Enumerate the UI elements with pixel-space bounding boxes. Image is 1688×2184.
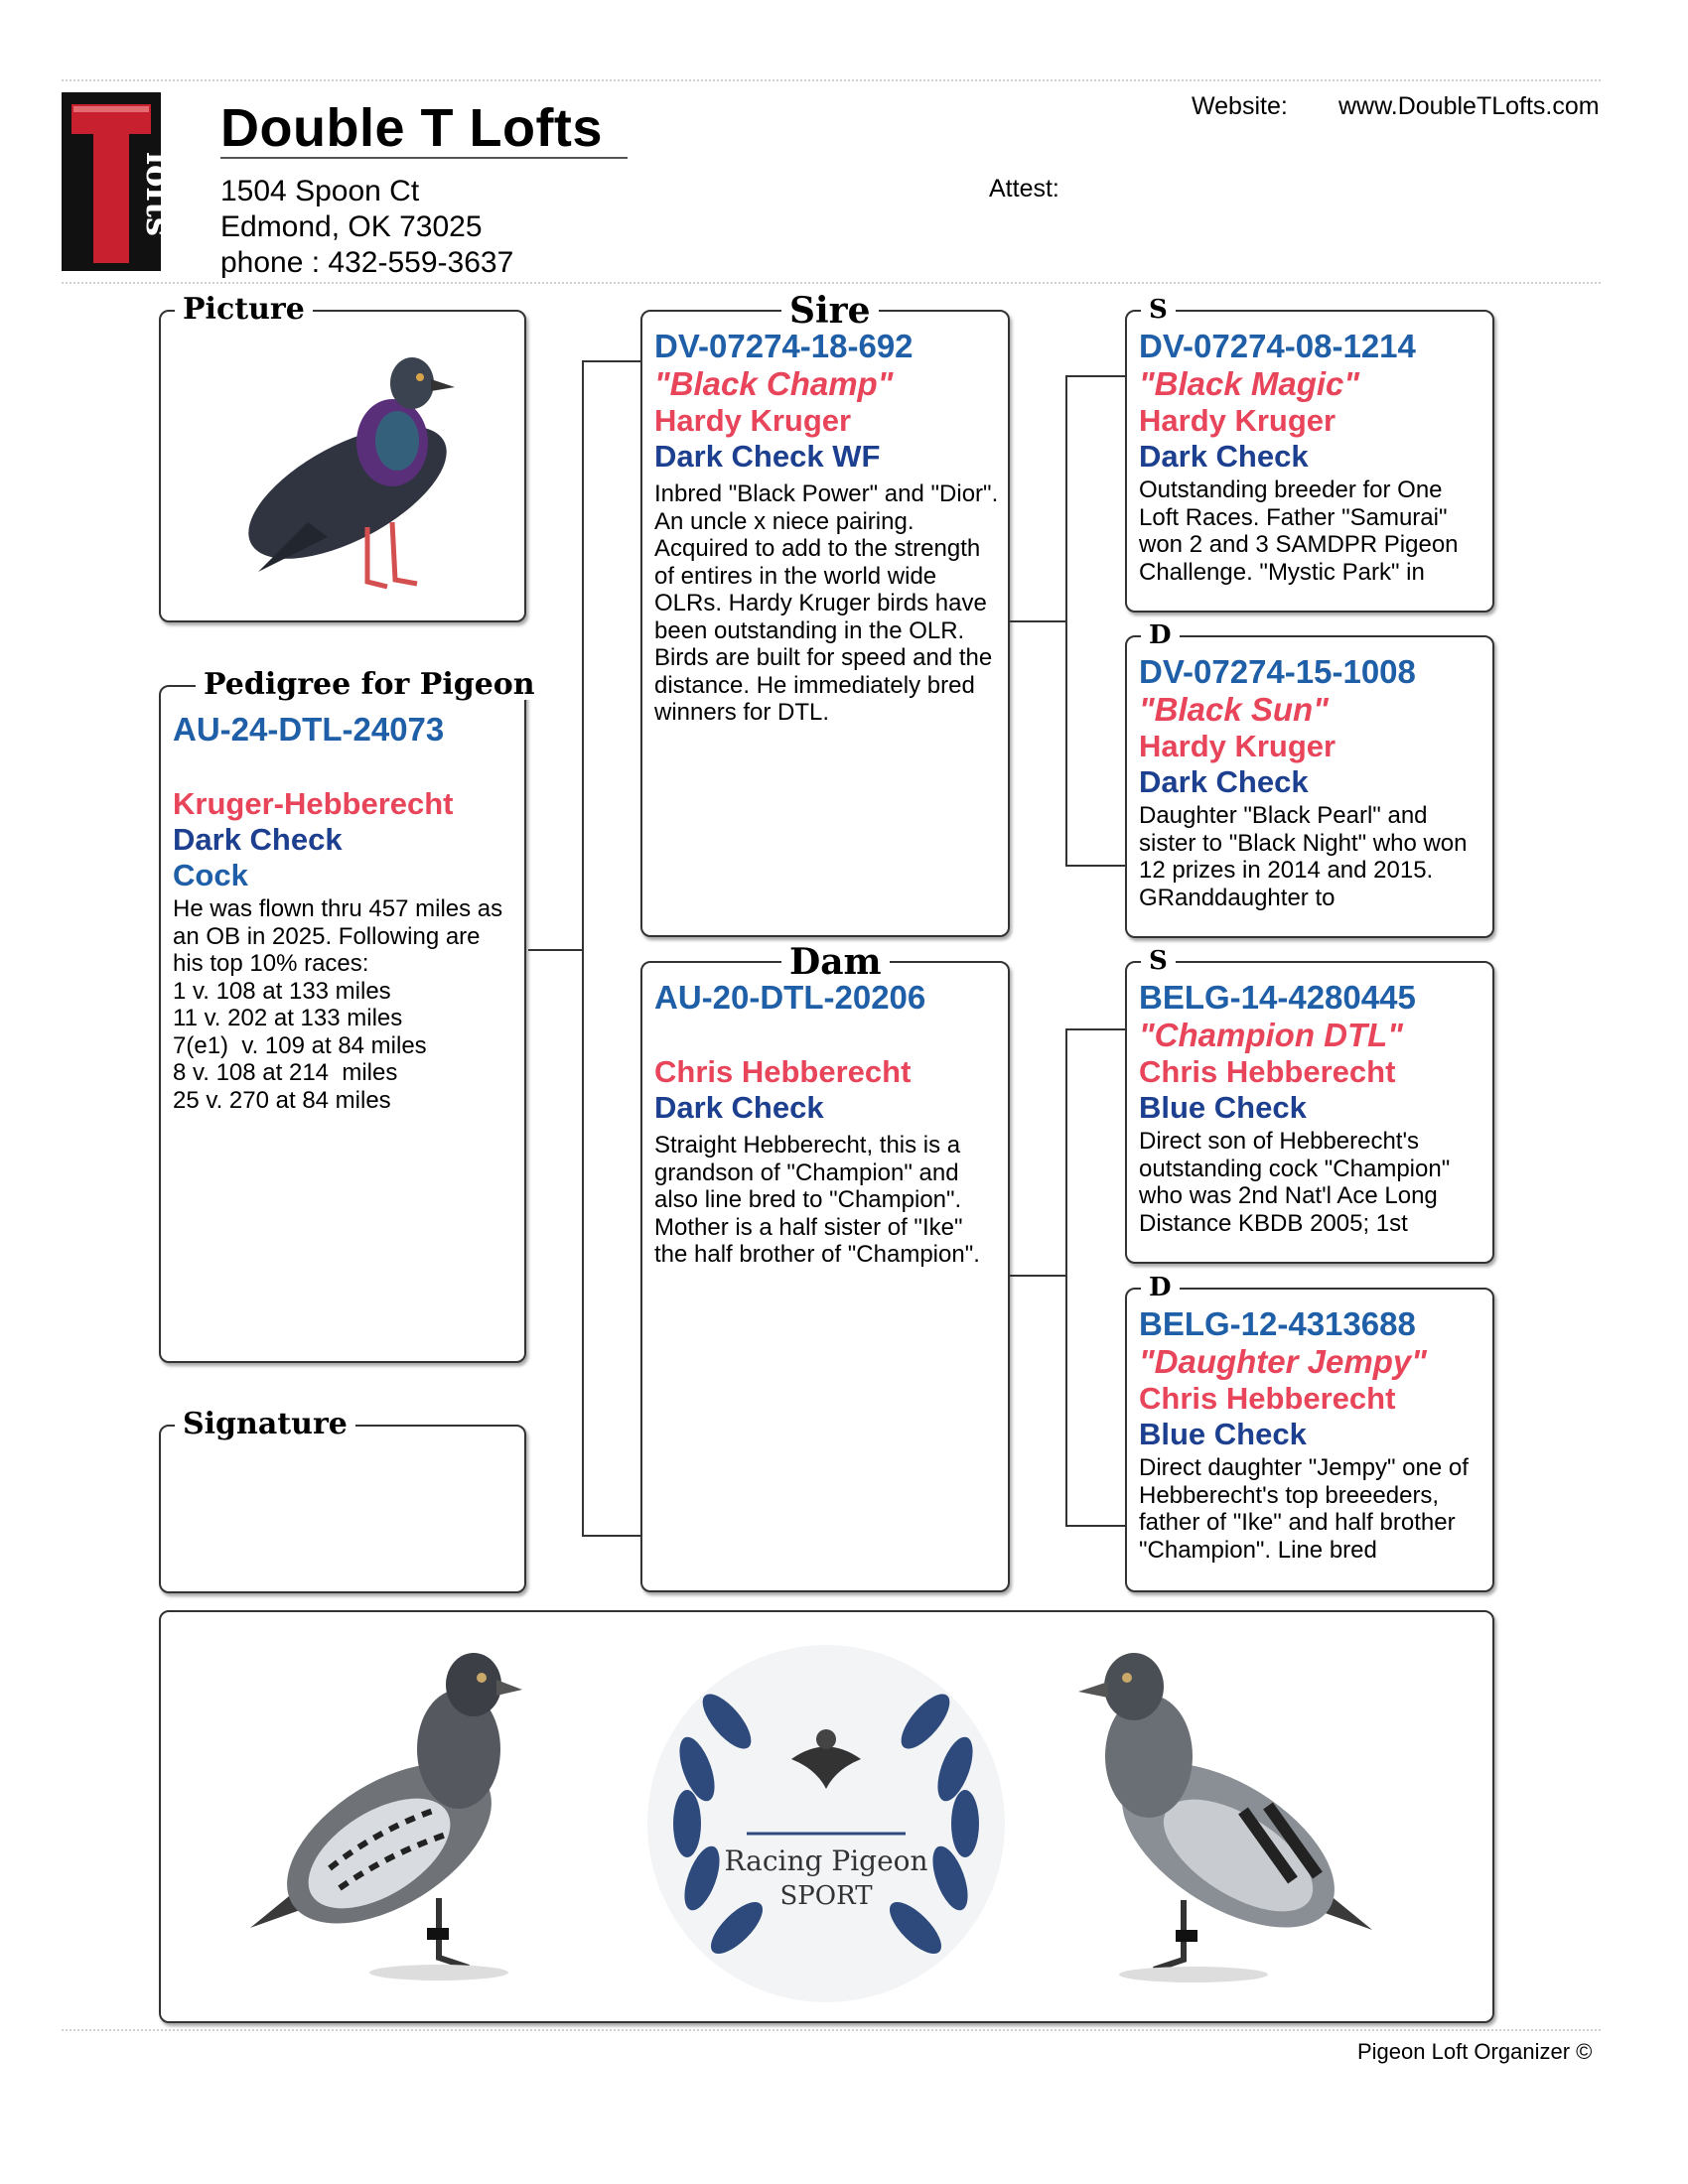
subject-box (159, 667, 535, 1363)
sire-dam-breeder: Hardy Kruger (1139, 729, 1336, 763)
dam-label: Dam (781, 944, 890, 980)
dam-box (640, 941, 1010, 1592)
dam-sire-name: "Champion DTL" (1139, 1017, 1403, 1053)
dam-dam-name: "Daughter Jempy" (1139, 1343, 1427, 1380)
sire-box (640, 290, 1010, 937)
sire-sire-label: S (1141, 297, 1176, 323)
sire-band: DV-07274-18-692 (654, 328, 914, 364)
subject-color: Dark Check (173, 822, 343, 857)
sire-dam-label: D (1141, 622, 1180, 648)
dam-dam-label: D (1141, 1275, 1180, 1300)
dam-color: Dark Check (654, 1090, 824, 1125)
header-rule (62, 282, 1601, 284)
racing-pigeon-sport-emblem (642, 1640, 1010, 2007)
sire-sire-breeder: Hardy Kruger (1139, 403, 1336, 438)
picture-label: Picture (175, 295, 313, 325)
address-line1: 1504 Spoon Ct (220, 175, 420, 207)
dam-sire-color: Blue Check (1139, 1090, 1307, 1125)
race-item: 1 v. 108 at 133 miles (173, 977, 391, 1005)
sire-label: Sire (781, 293, 879, 329)
sire-dam-band: DV-07274-15-1008 (1139, 653, 1416, 690)
sire-description: Inbred "Black Power" and "Dior". An uncle x niece pairing. Acquired to add to the strength of entires in the world wide OLRs. Hardy Kruger birds have been outstanding in the OLR. Birds are built for speed and the distance. He immediately bred winners for DTL. (654, 480, 999, 726)
pigeon-left-illustration (240, 1630, 528, 2007)
subject-breeder: Kruger-Hebberecht (173, 786, 454, 821)
sire-sire-name: "Black Magic" (1139, 365, 1360, 402)
signature-label: Signature (175, 1410, 355, 1439)
dam-dam-description: Direct daughter "Jempy" one of Hebberecht's top breeeders, father of "Ike" and half brother "Champion". Line bred (1139, 1454, 1469, 1564)
dam-breeder: Chris Hebberecht (654, 1054, 912, 1089)
dam-dam-color: Blue Check (1139, 1417, 1307, 1451)
dam-sire-description: Direct son of Hebberecht's outstanding cock "Champion" who was 2nd Nat'l Ace Long Distance KBDB 2005; 1st (1139, 1128, 1451, 1237)
sire-dam-name: "Black Sun" (1139, 691, 1329, 728)
race-item: 7(e1) v. 109 at 84 miles (173, 1031, 427, 1059)
company-underline (220, 157, 628, 159)
sire-dam-description: Daughter "Black Pearl" and sister to "Black Night" who won 12 prizes in 2014 and 2015. GRanddaughter to (1139, 802, 1468, 911)
dam-band: AU-20-DTL-20206 (654, 979, 926, 1016)
dam-dam-band: BELG-12-4313688 (1139, 1305, 1416, 1342)
phone: phone : 432-559-3637 (220, 246, 514, 279)
race-item: 11 v. 202 at 133 miles (173, 1005, 403, 1031)
signature-box (159, 1407, 526, 1593)
emblem-line1: Racing Pigeon (724, 1844, 928, 1877)
emblem-line2: SPORT (779, 1881, 873, 1911)
address-line2: Edmond, OK 73025 (220, 210, 483, 243)
dam-sire-breeder: Chris Hebberecht (1139, 1054, 1396, 1089)
sire-color: Dark Check WF (654, 439, 881, 474)
dam-dam-box (1125, 1273, 1494, 1592)
footer-credit: Pigeon Loft Organizer © (1357, 2039, 1593, 2064)
sire-dam-box (1125, 620, 1494, 938)
dam-description: Straight Hebberecht, this is a grandson of "Champion" and also line bred to "Champion". Mother is a half sister of "Ike" the half brother of "Champion". (654, 1132, 980, 1268)
picture-box (159, 292, 526, 622)
banner-box (159, 1610, 1494, 2023)
sire-sire-description: Outstanding breeder for One Loft Races. Father "Samurai" won 2 and 3 SAMDPR Pigeon Challenge. "Mystic Park" in (1139, 477, 1459, 586)
race-item: 8 v. 108 at 214 miles (173, 1059, 398, 1086)
sire-dam-color: Dark Check (1139, 764, 1309, 799)
dam-sire-box (1125, 946, 1494, 1264)
dam-sire-label: S (1141, 948, 1176, 974)
pigeon-photo (218, 334, 477, 607)
subject-sex: Cock (173, 858, 248, 892)
top-rule (62, 79, 1601, 81)
race-list (173, 978, 516, 1115)
website-url[interactable]: www.DoubleTLofts.com (1338, 92, 1600, 120)
svg-text:lofts: lofts (138, 152, 178, 237)
race-item: 25 v. 270 at 84 miles (173, 1086, 391, 1114)
website-label: Website: (1192, 92, 1288, 120)
sire-sire-color: Dark Check (1139, 439, 1309, 474)
company-name: Double T Lofts (220, 98, 603, 158)
subject-band: AU-24-DTL-24073 (173, 711, 445, 748)
sire-name: "Black Champ" (654, 365, 894, 402)
subject-description: He was flown thru 457 miles as an OB in 2025. Following are his top 10% races: (173, 895, 503, 977)
subject-label: Pedigree for Pigeon (196, 670, 543, 700)
pigeon-right-illustration (1064, 1632, 1382, 2009)
dam-dam-breeder: Chris Hebberecht (1139, 1381, 1396, 1416)
sire-sire-box (1125, 295, 1494, 613)
footer-rule (62, 2029, 1601, 2031)
dam-sire-band: BELG-14-4280445 (1139, 979, 1416, 1016)
double-t-lofts-logo (62, 92, 178, 271)
attest-label: Attest: (989, 175, 1059, 203)
sire-breeder: Hardy Kruger (654, 403, 852, 438)
sire-sire-band: DV-07274-08-1214 (1139, 328, 1416, 364)
